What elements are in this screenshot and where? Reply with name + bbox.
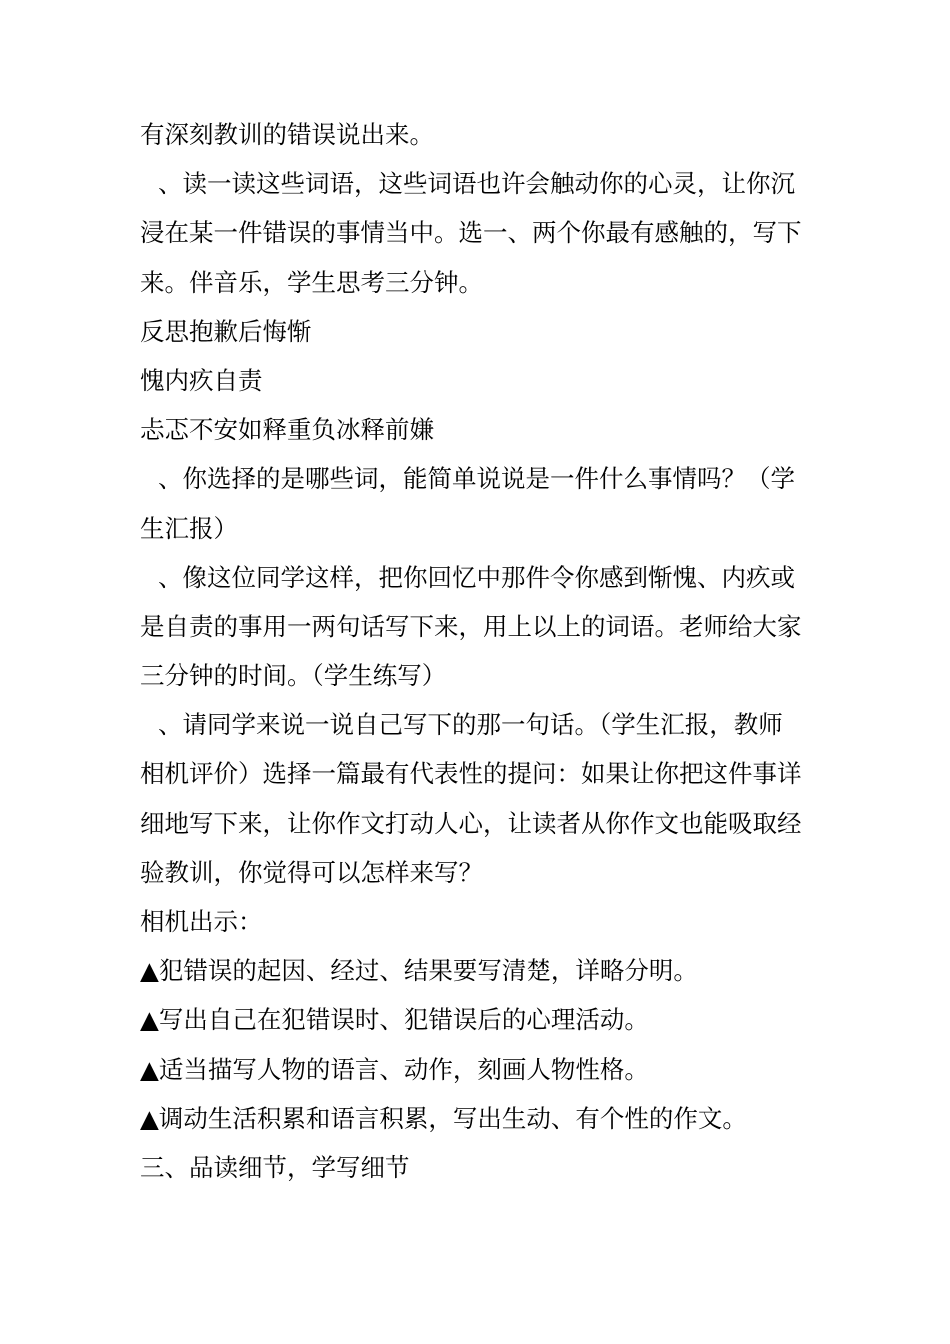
text-line: 、读一读这些词语，这些词语也许会触动你的心灵，让你沉 (158, 169, 795, 199)
text-line: 愧内疚自责 (140, 365, 263, 395)
bullet-line: ▲调动生活积累和语言积累，写出生动、有个性的作文。 (140, 1103, 747, 1133)
text-line: 来。伴音乐，学生思考三分钟。 (140, 267, 483, 297)
document-body (140, 110, 805, 1192)
text-line: 反思抱歉后悔惭 (140, 316, 312, 346)
text-line: 、请同学来说一说自己写下的那一句话。（学生汇报，教师 (158, 710, 783, 740)
text-line: 三分钟的时间。（学生练写） (140, 661, 447, 691)
bullet-line: ▲写出自己在犯错误时、犯错误后的心理活动。 (140, 1005, 649, 1035)
text-line: 细地写下来，让你作文打动人心，让读者从你作文也能吸取经 (140, 808, 802, 838)
bullet-line: ▲适当描写人物的语言、动作，刻画人物性格。 (140, 1054, 649, 1084)
text-line: 是自责的事用一两句话写下来，用上以上的词语。老师给大家 (140, 611, 802, 641)
text-line: 相机出示： (140, 907, 263, 936)
text-line: 验教训，你觉得可以怎样来写？ (140, 857, 483, 887)
text-line: 、你选择的是哪些词，能简单说说是一件什么事情吗？（学 (158, 464, 795, 494)
text-line: 、像这位同学这样，把你回忆中那件令你感到惭愧、内疚或 (158, 562, 795, 592)
text-line: 浸在某一件错误的事情当中。选一、两个你最有感触的，写下 (140, 218, 802, 248)
text-line: 有深刻教训的错误说出来。 (140, 120, 434, 149)
text-line: 忐忑不安如释重负冰释前嫌 (140, 415, 434, 445)
text-line: 生汇报） (140, 513, 238, 543)
section-heading: 三、品读细节，学写细节 (140, 1152, 410, 1182)
bullet-line: ▲犯错误的起因、经过、结果要写清楚，详略分明。 (140, 956, 698, 986)
text-line: 相机评价）选择一篇最有代表性的提问：如果让你把这件事详 (140, 759, 802, 789)
